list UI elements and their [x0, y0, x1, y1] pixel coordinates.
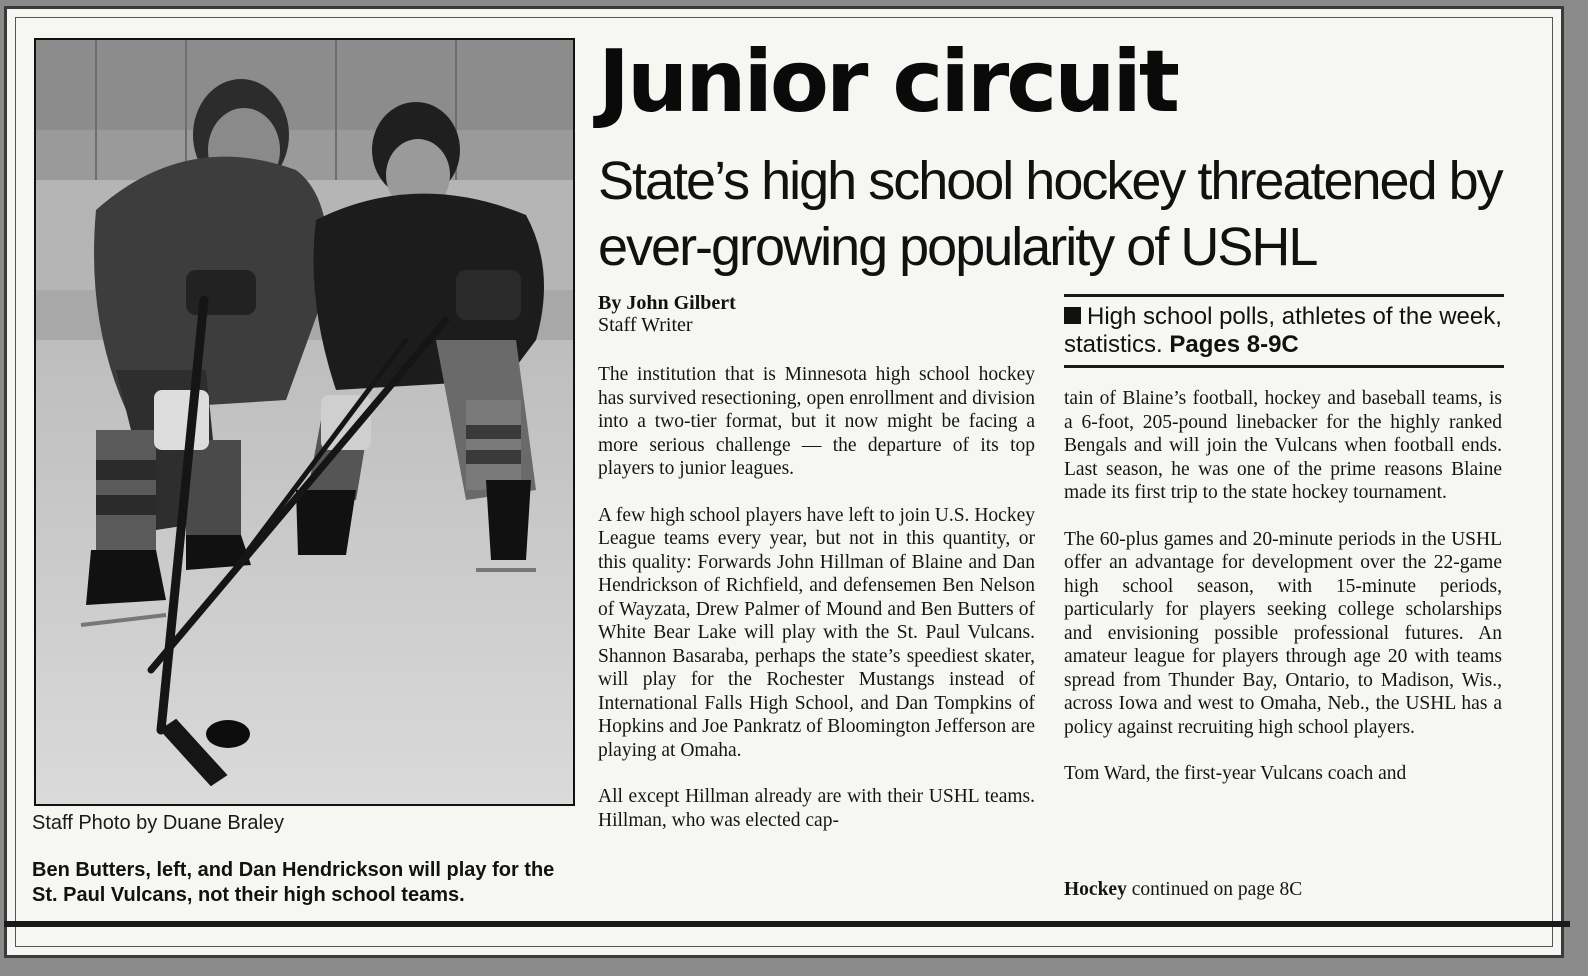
story-paragraph: The 60-plus games and 20-minute periods in the USHL offer an advantage for development over the 22-game high school season, with 15-minute periods, particularly for players seeking college scholarships and envisioning possible professional futures. An amateur league for players through age 20 with teams spread from Thunder Bay, Ontario, to Madison, Wis., across Iowa and west to Omaha, Neb., the USHL has a policy against recruiting high school players. — [1064, 528, 1502, 738]
refer-box — [1064, 294, 1504, 368]
jump-line — [1064, 879, 1302, 901]
photo-caption: Ben Butters, left, and Dan Hendrickson will play for the St. Paul Vulcans, not their high school teams. — [32, 859, 555, 906]
story-column-1 — [598, 363, 1035, 855]
byline — [598, 292, 736, 336]
refer-text: High school polls, athletes of the week, statistics. — [1064, 303, 1502, 358]
photo-credit: Staff Photo by Duane Braley — [32, 812, 285, 834]
hockey-players-photo — [34, 38, 575, 806]
refer-pages: Pages 8-9C — [1169, 331, 1299, 358]
bullet-square-icon — [1064, 307, 1081, 324]
deck-headline: State’s high school hockey threatened by ever-growing popularity of USHL — [598, 151, 1502, 277]
byline-name: By John Gilbert — [598, 292, 736, 314]
byline-title: Staff Writer — [598, 314, 693, 336]
headline: Junior circuit — [598, 32, 1178, 132]
story-paragraph: tain of Blaine’s football, hockey and baseball teams, is a 6-foot, 205-pound linebacker for the highly ranked Bengals and will join the Vulcans when football ends. Last season, he was one of the prime reasons Blaine made its first trip to the state hockey tournament. — [1064, 388, 1502, 503]
story-paragraph: Tom Ward, the first-year Vulcans coach and — [1064, 763, 1407, 784]
story-column-2 — [1064, 387, 1502, 809]
story-paragraph: A few high school players have left to join U.S. Hockey League teams every year, but not in this quantity, or this quality: Forwards John Hillman of Blaine and Dan Hendrickson of Richfield, and defensemen Ben Nelson of Wayzata, Drew Palmer of Mound and Ben Butters of White Bear Lake will play with the St. Paul Vulcans. Shannon Basaraba, perhaps the state’s speediest skater, will play for the Rochester Mustangs instead of International Falls High School, and Dan Tompkins of Hopkins and Joe Pankratz of Bloomington Jefferson are playing at Omaha. — [598, 504, 1035, 761]
story-paragraph: All except Hillman already are with their USHL teams. Hillman, who was elected cap- — [598, 786, 1035, 831]
photo-illustration — [36, 40, 573, 804]
jump-word: Hockey — [1064, 879, 1127, 900]
story-paragraph: The institution that is Minnesota high school hockey has survived resectioning, open enrollment and division into a two-tier format, but it now might be facing a more serious challenge — the departure of its top players to junior leagues. — [598, 364, 1035, 479]
jump-text: continued on page 8C — [1126, 879, 1303, 900]
bottom-rule — [4, 921, 1570, 927]
